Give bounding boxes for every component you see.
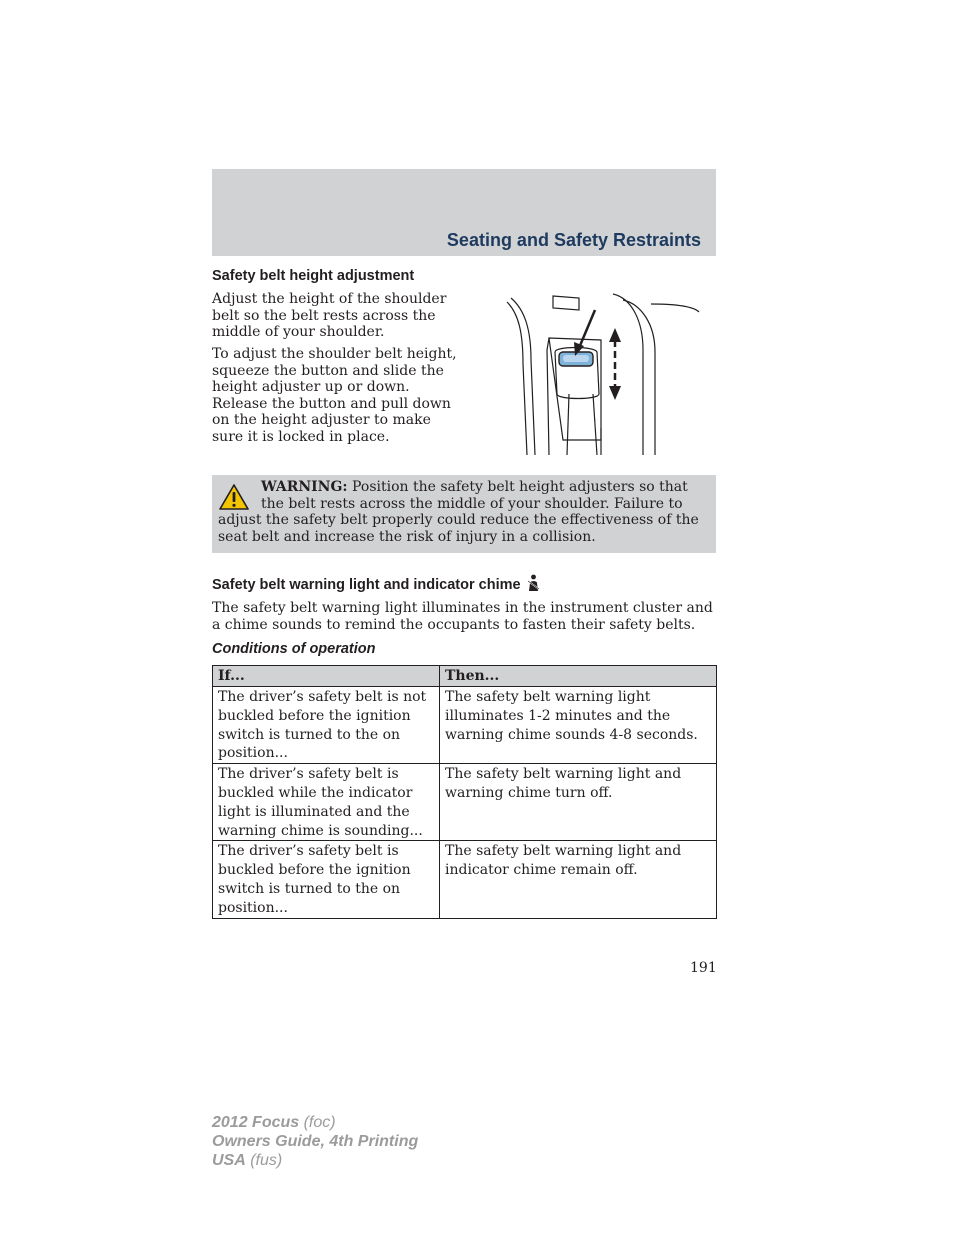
heading-warning-light bbox=[212, 574, 541, 593]
column-header-then: Then... bbox=[440, 666, 717, 687]
conditions-heading: Conditions of operation bbox=[212, 641, 376, 657]
section-title: Seating and Safety Restraints bbox=[446, 230, 701, 250]
paragraph-adjust-height: Adjust the height of the shoulder belt so the belt rests across the middle of your shoulder. bbox=[212, 291, 447, 341]
paragraph-adjust-instructions: To adjust the shoulder belt height, squeeze the button and slide the height adjuster up or down. Release the button and pull down on the height adjuster to make sure it is locked in place. bbox=[212, 346, 457, 445]
table-row bbox=[213, 841, 717, 918]
footer-market-name: USA bbox=[212, 1152, 246, 1169]
heading-warning-light-text: Safety belt warning light and indicator chime bbox=[212, 577, 521, 593]
footer-line-guide bbox=[212, 1132, 418, 1151]
warning-body: Position the safety belt height adjusters so that the belt rests across the middle of your shoulder. Failure to adjust the safety belt properly could reduce the effectiveness of the seat belt and increase the risk of injury in a collision. bbox=[218, 479, 699, 545]
table-header-row bbox=[213, 666, 717, 687]
warning-text bbox=[218, 479, 706, 545]
footer-line-market bbox=[212, 1151, 418, 1170]
footer-guide-name: Owners Guide, 4th Printing bbox=[212, 1133, 419, 1150]
belt-height-adjuster-illustration bbox=[503, 290, 715, 460]
table-cell-if: The driver’s safety belt is buckled before the ignition switch is turned to the on position... bbox=[213, 841, 440, 918]
footer-publication-info bbox=[212, 1113, 418, 1170]
table-cell-then: The safety belt warning light and warning chime turn off. bbox=[440, 764, 717, 841]
table-cell-if: The driver’s safety belt is not buckled before the ignition switch is turned to the on position... bbox=[213, 687, 440, 764]
paragraph-warning-light: The safety belt warning light illuminates in the instrument cluster and a chime sounds to remind the occupants to fasten their safety belts. bbox=[212, 600, 713, 633]
table-row bbox=[213, 764, 717, 841]
footer-model-code: (foc) bbox=[299, 1114, 336, 1131]
table-cell-then: The safety belt warning light and indicator chime remain off. bbox=[440, 841, 717, 918]
footer-line-model bbox=[212, 1113, 418, 1132]
table-cell-if: The driver’s safety belt is buckled while the indicator light is illuminated and the warning chime is sounding... bbox=[213, 764, 440, 841]
seatbelt-person-icon bbox=[526, 574, 541, 592]
footer-market-code: (fus) bbox=[245, 1152, 283, 1169]
footer-model-name: 2012 Focus bbox=[212, 1114, 300, 1131]
page-number: 191 bbox=[690, 960, 717, 976]
column-header-if: If... bbox=[213, 666, 440, 687]
heading-belt-height: Safety belt height adjustment bbox=[212, 268, 415, 284]
section-header-band bbox=[212, 169, 716, 256]
warning-label: WARNING: bbox=[261, 479, 348, 495]
table-row bbox=[213, 687, 717, 764]
table-cell-then: The safety belt warning light illuminates 1-2 minutes and the warning chime sounds 4-8 seconds. bbox=[440, 687, 717, 764]
warning-box bbox=[212, 475, 716, 553]
conditions-table bbox=[212, 665, 717, 919]
